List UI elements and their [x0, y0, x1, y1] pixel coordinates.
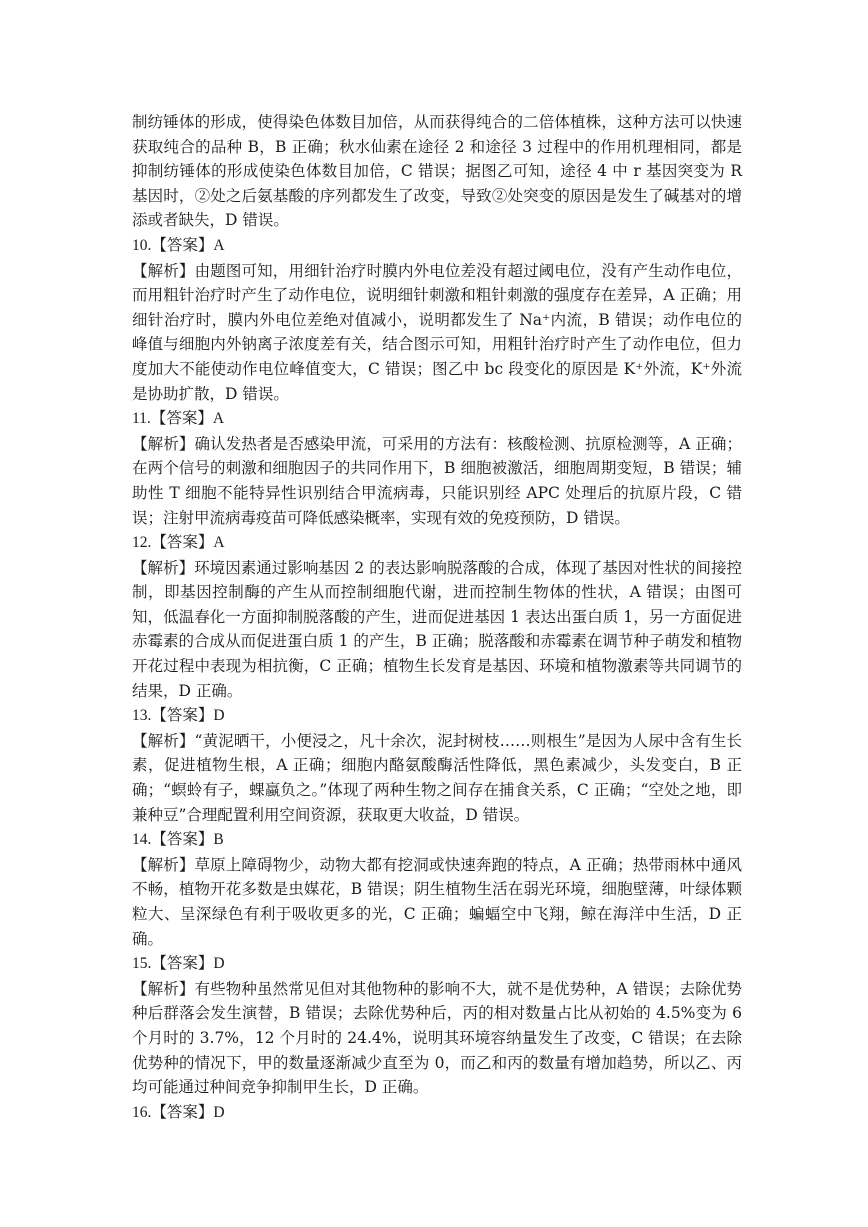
answer-letter: B — [213, 831, 224, 849]
answer-header — [132, 406, 742, 432]
explanation-paragraph: 【解析】草原上障碍物少，动物大都有挖洞或快速奔跑的特点，A 正确；热带雨林中通风不畅，植物开花多数是虫媒花，B 错误；阴生植物生活在弱光环境，细胞壁薄，叶绿体颗粒大、呈深绿色有利于吸收更多的光，C 正确；蝙蝠空中飞翔，鲸在海洋中生活，D 正确。 — [132, 855, 742, 948]
question-number: 12. — [132, 534, 152, 552]
document-page — [132, 110, 742, 1125]
question-number: 11. — [132, 410, 151, 428]
question-number: 14. — [132, 831, 152, 849]
answer-header — [132, 233, 742, 259]
answer-tag: 【答案】 — [151, 830, 214, 849]
explanation-paragraph: 【解析】有些物种虽然常见但对其他物种的影响不大，就不是优势种，A 错误；去除优势种后群落会发生演替，B 错误；去除优势种后，丙的相对数量占比从初始的 4.5%变为 6 个月时的 3.7%，12 个月时的 24.4%，说明其环境容纳量发生了改变，C 错误；在去除优势种的情况下，甲的数量逐渐减少直至为 0，而乙和丙的数量有增加趋势，所以乙、丙均可能通过种间竞争抑制甲生长，D 正确。 — [132, 979, 742, 1097]
answer-letter: A — [212, 410, 225, 428]
answer-letter: D — [213, 955, 225, 973]
answer-tag: 【答案】 — [151, 706, 214, 725]
answer-header — [132, 530, 742, 556]
answer-header — [132, 703, 742, 729]
explanation-paragraph: 【解析】“黄泥晒干，小便浸之，凡十余次，泥封树枝……则根生”是因为人尿中含有生长素，促进植物生根，A 正确；细胞内酪氨酸酶活性降低，黑色素减少，头发变白，B 正确；“螟蛉有子，蜾蠃负之。”体现了两种生物之间存在捕食关系，C 正确；“空处之地，即兼种豆”合理配置利用空间资源，获取更大收益，D 错误。 — [132, 731, 742, 824]
question-number: 10. — [132, 236, 152, 254]
answer-tag: 【答案】 — [150, 409, 213, 428]
answer-header — [132, 827, 742, 853]
answer-letter: D — [213, 1103, 225, 1121]
question-number: 15. — [132, 955, 152, 973]
answer-tag: 【答案】 — [151, 1102, 214, 1121]
answer-tag: 【答案】 — [151, 954, 214, 973]
explanation-paragraph: 制纺锤体的形成，使得染色体数目加倍，从而获得纯合的二倍体植株，这种方法可以快速获取纯合的品种 B，B 正确；秋水仙素在途径 2 和途径 3 过程中的作用机理相同，都是抑制纺锤体的形成使染色体数目加倍，C 错误；据图乙可知，途径 4 中 r 基因突变为 R 基因时，②处之后氨基酸的序列都发生了改变，导致②处突变的原因是发生了碱基对的增添或者缺失，D 错误。 — [132, 113, 742, 230]
answer-tag: 【答案】 — [151, 533, 214, 552]
answer-tag: 【答案】 — [151, 235, 214, 254]
question-number: 13. — [132, 707, 152, 725]
explanation-paragraph: 【解析】确认发热者是否感染甲流，可采用的方法有：核酸检测、抗原检测等，A 正确；在两个信号的刺激和细胞因子的共同作用下，B 细胞被激活，细胞周期变短，B 错误；辅助性 T 细胞不能特异性识别结合甲流病毒，只能识别经 APC 处理后的抗原片段，C 错误；注射甲流病毒疫苗可降低感染概率，实现有效的免疫预防，D 错误。 — [132, 434, 742, 527]
explanation-paragraph: 【解析】由题图可知，用细针治疗时膜内外电位差没有超过阈电位，没有产生动作电位，而用粗针治疗时产生了动作电位，说明细针刺激和粗针刺激的强度存在差异，A 正确；用细针治疗时，膜内外电位差绝对值减小，说明都发生了 Na⁺内流，B 错误；动作电位的峰值与细胞内外钠离子浓度差有关，结合图示可知，用粗针治疗时产生了动作电位，但力度加大不能使动作电位峰值变大，C 错误；图乙中 bc 段变化的原因是 K⁺外流，K⁺外流是协助扩散，D 错误。 — [132, 261, 742, 403]
answer-letter: D — [213, 707, 225, 725]
answer-letter: A — [213, 534, 225, 552]
explanation-paragraph: 【解析】环境因素通过影响基因 2 的表达影响脱落酸的合成，体现了基因对性状的间接控制，即基因控制酶的产生从而控制细胞代谢，进而控制生物体的性状，A 错误；由图可知，低温春化一方面抑制脱落酸的产生，进而促进基因 1 表达出蛋白质 1，另一方面促进赤霉素的合成从而促进蛋白质 1 的产生，B 正确；脱落酸和赤霉素在调节种子萌发和植物开花过程中表现为相抗衡，C 正确；植物生长发育是基因、环境和植物激素等共同调节的结果，D 正确。 — [132, 558, 742, 700]
answer-letter: A — [213, 236, 225, 254]
question-number: 16. — [132, 1103, 152, 1121]
answer-header — [132, 1100, 742, 1126]
answer-header — [132, 951, 742, 977]
